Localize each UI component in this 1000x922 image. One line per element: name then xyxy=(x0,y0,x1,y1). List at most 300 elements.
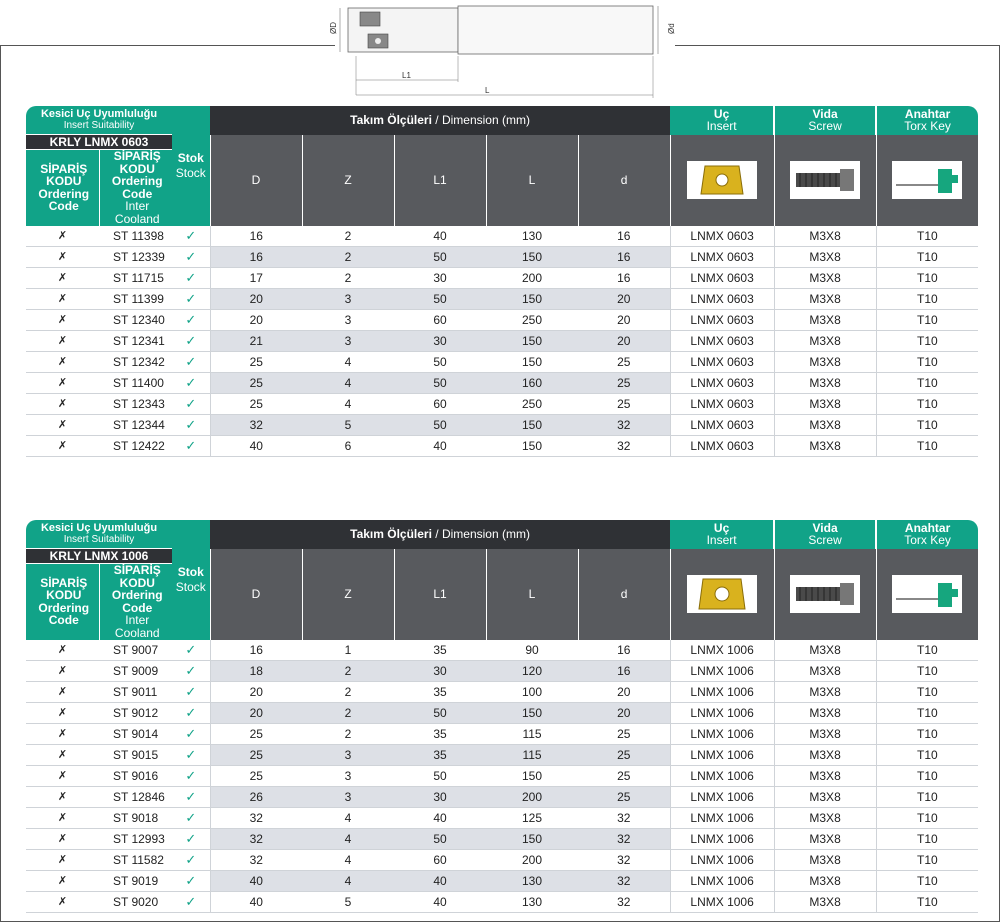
torx-key-image xyxy=(892,161,962,199)
order-code-header xyxy=(26,150,99,226)
order-cell: ✗ xyxy=(26,807,99,828)
table-row xyxy=(26,246,978,267)
D-cell: 20 xyxy=(210,309,302,330)
L-cell: 160 xyxy=(486,372,578,393)
code-cell: ST 11398 xyxy=(99,226,172,247)
code-cell: ST 9007 xyxy=(99,640,172,661)
table-row xyxy=(26,414,978,435)
stock-header xyxy=(172,106,210,226)
key-header-2 xyxy=(876,520,978,549)
table-krly-lnmx-0603 xyxy=(26,106,974,457)
screw-cell: M3X8 xyxy=(774,849,876,870)
order-cell: ✗ xyxy=(26,246,99,267)
L1-cell: 30 xyxy=(394,267,486,288)
order-cell: ✗ xyxy=(26,702,99,723)
key-cell: T10 xyxy=(876,393,978,414)
D-cell: 20 xyxy=(210,288,302,309)
insert-cell: LNMX 1006 xyxy=(670,786,774,807)
insert-cell: LNMX 1006 xyxy=(670,744,774,765)
stock-subtitle: Stock xyxy=(175,579,206,594)
stock-cell: ✓ xyxy=(172,849,210,870)
Z-cell: 6 xyxy=(302,435,394,456)
d-cell: 32 xyxy=(578,414,670,435)
tbl2 xyxy=(26,520,978,913)
screw-image-cell xyxy=(774,549,876,640)
key-title: Anahtar xyxy=(904,106,951,121)
code-cell: ST 9011 xyxy=(99,681,172,702)
code-cell: ST 12846 xyxy=(99,786,172,807)
insert-cell: LNMX 0603 xyxy=(670,372,774,393)
key-subtitle: Torx Key xyxy=(904,119,951,134)
stock-cell: ✓ xyxy=(172,351,210,372)
Z-cell: 1 xyxy=(302,640,394,661)
L1-cell: 60 xyxy=(394,849,486,870)
code-cell: ST 9014 xyxy=(99,723,172,744)
L-cell: 150 xyxy=(486,702,578,723)
d-cell: 32 xyxy=(578,870,670,891)
screw-header-2 xyxy=(774,520,876,549)
Z-cell: 2 xyxy=(302,246,394,267)
D-cell: 16 xyxy=(210,226,302,247)
order-code2-title: SİPARİŞ KODU xyxy=(113,149,161,176)
Z-cell: 3 xyxy=(302,288,394,309)
compat-title: Kesici Uç Uyumluluğu xyxy=(40,521,158,534)
L1-cell: 35 xyxy=(394,681,486,702)
code-cell: ST 12422 xyxy=(99,435,172,456)
insert-cell: LNMX 0603 xyxy=(670,226,774,247)
order-cell: ✗ xyxy=(26,744,99,765)
col-Z-header: Z xyxy=(302,135,394,226)
insert-cell: LNMX 1006 xyxy=(670,807,774,828)
key-subtitle: Torx Key xyxy=(904,533,951,548)
screw-subtitle: Screw xyxy=(808,533,842,548)
code-cell: ST 9019 xyxy=(99,870,172,891)
screw-cell: M3X8 xyxy=(774,309,876,330)
Z-cell: 2 xyxy=(302,660,394,681)
screw-cell: M3X8 xyxy=(774,702,876,723)
screw-cell: M3X8 xyxy=(774,765,876,786)
L1-cell: 30 xyxy=(394,786,486,807)
stock-cell: ✓ xyxy=(172,828,210,849)
L1-cell: 35 xyxy=(394,723,486,744)
code-cell: ST 9020 xyxy=(99,891,172,912)
col-d-header: d xyxy=(578,135,670,226)
L-cell: 200 xyxy=(486,786,578,807)
screw-cell: M3X8 xyxy=(774,870,876,891)
key-cell: T10 xyxy=(876,870,978,891)
compat-title: Kesici Uç Uyumluluğu xyxy=(40,107,158,120)
L1-cell: 40 xyxy=(394,891,486,912)
order-cell: ✗ xyxy=(26,393,99,414)
col-L1-header: L1 xyxy=(394,549,486,640)
key-cell: T10 xyxy=(876,723,978,744)
code-cell: ST 12342 xyxy=(99,351,172,372)
order-code2-extra: Inter Cooland xyxy=(114,199,160,226)
code-cell: ST 9012 xyxy=(99,702,172,723)
code-cell: ST 11400 xyxy=(99,372,172,393)
L-cell: 100 xyxy=(486,681,578,702)
screw-cell: M3X8 xyxy=(774,723,876,744)
table-row xyxy=(26,807,978,828)
d-cell: 32 xyxy=(578,828,670,849)
table-row xyxy=(26,681,978,702)
key-cell: T10 xyxy=(876,435,978,456)
stock-cell: ✓ xyxy=(172,640,210,661)
order-cell: ✗ xyxy=(26,870,99,891)
L1-cell: 60 xyxy=(394,309,486,330)
d-cell: 25 xyxy=(578,765,670,786)
code-cell: ST 9015 xyxy=(99,744,172,765)
d-cell: 25 xyxy=(578,372,670,393)
stock-cell: ✓ xyxy=(172,288,210,309)
L-cell: 250 xyxy=(486,393,578,414)
L-cell: 150 xyxy=(486,330,578,351)
order-cell: ✗ xyxy=(26,765,99,786)
key-cell: T10 xyxy=(876,330,978,351)
dimension-header-2 xyxy=(210,520,670,549)
insert-image xyxy=(687,161,757,199)
order-code2-extra: Inter Cooland xyxy=(114,613,160,640)
Z-cell: 3 xyxy=(302,744,394,765)
key-cell: T10 xyxy=(876,807,978,828)
diagram-label-d: Ød xyxy=(667,23,676,34)
D-cell: 25 xyxy=(210,765,302,786)
order-code-subtitle: Ordering Code xyxy=(38,186,90,214)
table-row xyxy=(26,330,978,351)
order-code2-subtitle: Ordering Code xyxy=(111,174,163,201)
Z-cell: 4 xyxy=(302,807,394,828)
table-row xyxy=(26,765,978,786)
key-cell: T10 xyxy=(876,226,978,247)
L1-cell: 30 xyxy=(394,330,486,351)
insert-cell: LNMX 0603 xyxy=(670,435,774,456)
screw-image xyxy=(790,575,860,613)
code-cell: ST 12339 xyxy=(99,246,172,267)
insert-header xyxy=(670,106,774,135)
insert-cell: LNMX 0603 xyxy=(670,309,774,330)
key-cell: T10 xyxy=(876,372,978,393)
screw-cell: M3X8 xyxy=(774,351,876,372)
L-cell: 250 xyxy=(486,309,578,330)
order-cell: ✗ xyxy=(26,351,99,372)
d-cell: 20 xyxy=(578,288,670,309)
Z-cell: 4 xyxy=(302,870,394,891)
Z-cell: 5 xyxy=(302,414,394,435)
table-row xyxy=(26,309,978,330)
screw-header xyxy=(774,106,876,135)
screw-cell: M3X8 xyxy=(774,891,876,912)
stock-cell: ✓ xyxy=(172,807,210,828)
stock-cell: ✓ xyxy=(172,435,210,456)
col-d-header: d xyxy=(578,549,670,640)
order-cell: ✗ xyxy=(26,288,99,309)
order-cell: ✗ xyxy=(26,828,99,849)
screw-title: Vida xyxy=(812,520,838,535)
order-cell: ✗ xyxy=(26,267,99,288)
key-cell: T10 xyxy=(876,309,978,330)
d-cell: 20 xyxy=(578,681,670,702)
D-cell: 18 xyxy=(210,660,302,681)
tool-diagram xyxy=(320,0,690,100)
L1-cell: 40 xyxy=(394,807,486,828)
table-row xyxy=(26,870,978,891)
L1-cell: 50 xyxy=(394,246,486,267)
insert-cell: LNMX 1006 xyxy=(670,870,774,891)
D-cell: 25 xyxy=(210,372,302,393)
stock-cell: ✓ xyxy=(172,226,210,247)
key-cell: T10 xyxy=(876,786,978,807)
screw-title: Vida xyxy=(812,106,838,121)
D-cell: 40 xyxy=(210,891,302,912)
D-cell: 20 xyxy=(210,681,302,702)
screw-cell: M3X8 xyxy=(774,828,876,849)
diagram-label-L1: L1 xyxy=(402,71,411,80)
order-code-title: SİPARİŞ KODU xyxy=(40,575,88,603)
L1-cell: 30 xyxy=(394,660,486,681)
key-image-cell xyxy=(876,135,978,226)
screw-cell: M3X8 xyxy=(774,786,876,807)
order-cell: ✗ xyxy=(26,660,99,681)
stock-cell: ✓ xyxy=(172,372,210,393)
compat-subtitle: Insert Suitability xyxy=(63,119,135,131)
L-cell: 115 xyxy=(486,723,578,744)
D-cell: 21 xyxy=(210,330,302,351)
L1-cell: 50 xyxy=(394,288,486,309)
compat-header xyxy=(26,106,172,135)
L-cell: 150 xyxy=(486,351,578,372)
table-row xyxy=(26,640,978,661)
screw-cell: M3X8 xyxy=(774,660,876,681)
D-cell: 16 xyxy=(210,246,302,267)
dimension-title: Takım Ölçüleri xyxy=(350,113,432,128)
key-cell: T10 xyxy=(876,702,978,723)
L-cell: 150 xyxy=(486,246,578,267)
table-row xyxy=(26,372,978,393)
L-cell: 120 xyxy=(486,660,578,681)
order-code-coolant-header xyxy=(99,564,172,640)
D-cell: 40 xyxy=(210,435,302,456)
Z-cell: 2 xyxy=(302,226,394,247)
insert-title: Uç xyxy=(713,520,730,535)
insert-cell: LNMX 1006 xyxy=(670,849,774,870)
insert-cell: LNMX 1006 xyxy=(670,702,774,723)
order-cell: ✗ xyxy=(26,226,99,247)
L1-cell: 50 xyxy=(394,414,486,435)
screw-cell: M3X8 xyxy=(774,640,876,661)
key-header xyxy=(876,106,978,135)
insert-image-cell xyxy=(670,549,774,640)
L-cell: 150 xyxy=(486,288,578,309)
table-row xyxy=(26,723,978,744)
L1-cell: 60 xyxy=(394,393,486,414)
Z-cell: 4 xyxy=(302,351,394,372)
D-cell: 32 xyxy=(210,849,302,870)
L1-cell: 35 xyxy=(394,640,486,661)
d-cell: 16 xyxy=(578,640,670,661)
insert-title: Uç xyxy=(713,106,730,121)
D-cell: 32 xyxy=(210,828,302,849)
table-row xyxy=(26,849,978,870)
L-cell: 200 xyxy=(486,267,578,288)
L1-cell: 50 xyxy=(394,828,486,849)
insert-cell: LNMX 1006 xyxy=(670,891,774,912)
series-label: KRLY LNMX 0603 xyxy=(26,135,172,150)
L-cell: 150 xyxy=(486,414,578,435)
series-label-2: KRLY LNMX 1006 xyxy=(26,549,172,564)
order-code2-title: SİPARİŞ KODU xyxy=(113,563,161,590)
stock-cell: ✓ xyxy=(172,309,210,330)
L1-cell: 50 xyxy=(394,765,486,786)
order-cell: ✗ xyxy=(26,891,99,912)
order-code-header xyxy=(26,564,99,640)
L1-cell: 40 xyxy=(394,870,486,891)
Z-cell: 4 xyxy=(302,372,394,393)
stock-cell: ✓ xyxy=(172,330,210,351)
insert-header-2 xyxy=(670,520,774,549)
code-cell: ST 11399 xyxy=(99,288,172,309)
col-L-header: L xyxy=(486,549,578,640)
code-cell: ST 11582 xyxy=(99,849,172,870)
table-row xyxy=(26,744,978,765)
table-row xyxy=(26,267,978,288)
stock-cell: ✓ xyxy=(172,765,210,786)
L-cell: 150 xyxy=(486,435,578,456)
stock-title: Stok xyxy=(177,151,204,166)
code-cell: ST 12344 xyxy=(99,414,172,435)
screw-cell: M3X8 xyxy=(774,435,876,456)
stock-cell: ✓ xyxy=(172,870,210,891)
dimension-subtitle: / Dimension (mm) xyxy=(431,113,530,128)
key-cell: T10 xyxy=(876,891,978,912)
screw-cell: M3X8 xyxy=(774,246,876,267)
insert-cell: LNMX 0603 xyxy=(670,330,774,351)
d-cell: 32 xyxy=(578,891,670,912)
key-cell: T10 xyxy=(876,744,978,765)
key-cell: T10 xyxy=(876,849,978,870)
Z-cell: 3 xyxy=(302,765,394,786)
D-cell: 32 xyxy=(210,807,302,828)
Z-cell: 3 xyxy=(302,309,394,330)
code-cell: ST 12993 xyxy=(99,828,172,849)
L1-cell: 40 xyxy=(394,435,486,456)
key-cell: T10 xyxy=(876,681,978,702)
code-cell: ST 12343 xyxy=(99,393,172,414)
d-cell: 25 xyxy=(578,786,670,807)
order-cell: ✗ xyxy=(26,372,99,393)
screw-cell: M3X8 xyxy=(774,744,876,765)
insert-cell: LNMX 0603 xyxy=(670,414,774,435)
D-cell: 20 xyxy=(210,702,302,723)
stock-header-2 xyxy=(172,520,210,640)
order-cell: ✗ xyxy=(26,723,99,744)
table-row xyxy=(26,786,978,807)
L1-cell: 50 xyxy=(394,372,486,393)
d-cell: 25 xyxy=(578,393,670,414)
L1-cell: 35 xyxy=(394,744,486,765)
d-cell: 25 xyxy=(578,744,670,765)
table-row xyxy=(26,393,978,414)
L-cell: 115 xyxy=(486,744,578,765)
stock-title: Stok xyxy=(177,565,204,580)
insert-cell: LNMX 0603 xyxy=(670,393,774,414)
compat-subtitle: Insert Suitability xyxy=(63,533,135,545)
L1-cell: 50 xyxy=(394,702,486,723)
D-cell: 17 xyxy=(210,267,302,288)
stock-cell: ✓ xyxy=(172,267,210,288)
d-cell: 25 xyxy=(578,351,670,372)
dimension-header xyxy=(210,106,670,135)
order-code-subtitle: Ordering Code xyxy=(38,600,90,628)
compat-header-2 xyxy=(26,520,172,549)
table-krly-lnmx-1006 xyxy=(26,520,974,913)
stock-cell: ✓ xyxy=(172,723,210,744)
code-cell: ST 11715 xyxy=(99,267,172,288)
code-cell: ST 12341 xyxy=(99,330,172,351)
d-cell: 32 xyxy=(578,807,670,828)
insert-cell: LNMX 1006 xyxy=(670,681,774,702)
screw-cell: M3X8 xyxy=(774,267,876,288)
torx-key-image xyxy=(892,575,962,613)
d-cell: 32 xyxy=(578,435,670,456)
insert-subtitle: Insert xyxy=(706,119,737,134)
screw-cell: M3X8 xyxy=(774,807,876,828)
insert-cell: LNMX 0603 xyxy=(670,288,774,309)
key-cell: T10 xyxy=(876,267,978,288)
code-cell: ST 9018 xyxy=(99,807,172,828)
key-cell: T10 xyxy=(876,288,978,309)
code-cell: ST 9016 xyxy=(99,765,172,786)
table-row xyxy=(26,288,978,309)
key-cell: T10 xyxy=(876,828,978,849)
order-cell: ✗ xyxy=(26,786,99,807)
order-cell: ✗ xyxy=(26,414,99,435)
screw-subtitle: Screw xyxy=(808,119,842,134)
insert-image-cell xyxy=(670,135,774,226)
stock-cell: ✓ xyxy=(172,414,210,435)
col-L-header: L xyxy=(486,135,578,226)
Z-cell: 4 xyxy=(302,849,394,870)
D-cell: 25 xyxy=(210,744,302,765)
Z-cell: 3 xyxy=(302,330,394,351)
stock-cell: ✓ xyxy=(172,786,210,807)
insert-cell: LNMX 0603 xyxy=(670,351,774,372)
insert-cell: LNMX 1006 xyxy=(670,640,774,661)
insert-subtitle: Insert xyxy=(706,533,737,548)
stock-cell: ✓ xyxy=(172,681,210,702)
table-row xyxy=(26,226,978,247)
table-row xyxy=(26,351,978,372)
Z-cell: 2 xyxy=(302,702,394,723)
table-row xyxy=(26,435,978,456)
d-cell: 32 xyxy=(578,849,670,870)
insert-cell: LNMX 1006 xyxy=(670,828,774,849)
stock-cell: ✓ xyxy=(172,702,210,723)
screw-image-cell xyxy=(774,135,876,226)
insert-image xyxy=(687,575,757,613)
D-cell: 25 xyxy=(210,393,302,414)
D-cell: 40 xyxy=(210,870,302,891)
insert-cell: LNMX 0603 xyxy=(670,246,774,267)
table-row xyxy=(26,702,978,723)
Z-cell: 4 xyxy=(302,828,394,849)
D-cell: 32 xyxy=(210,414,302,435)
L1-cell: 50 xyxy=(394,351,486,372)
order-cell: ✗ xyxy=(26,681,99,702)
stock-subtitle: Stock xyxy=(175,165,206,180)
dimension-subtitle: / Dimension (mm) xyxy=(431,527,530,542)
key-title: Anahtar xyxy=(904,520,951,535)
d-cell: 25 xyxy=(578,723,670,744)
